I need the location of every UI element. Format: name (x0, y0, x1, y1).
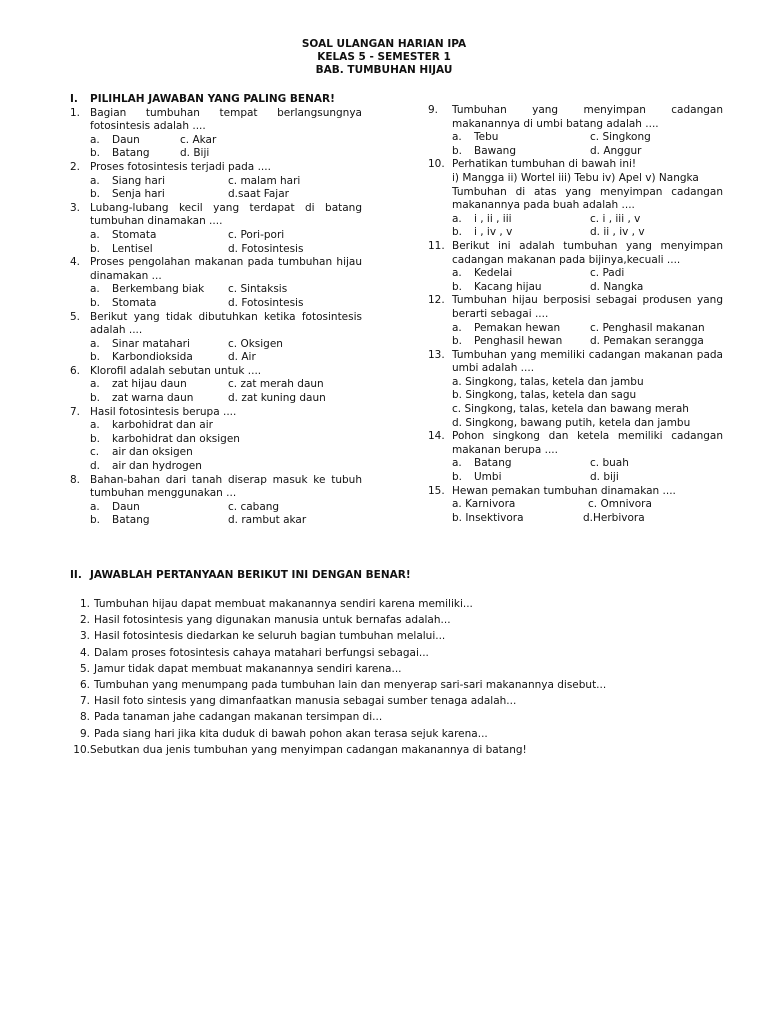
option-c: c. Akar (180, 133, 217, 146)
option-a: karbohidrat dan air (112, 419, 213, 432)
plant-list: i) Mangga ii) Wortel iii) Tebu iv) Apel v) Nangka (452, 171, 699, 184)
question-text: Berikut yang tidak dibutuhkan ketika fotosintesis adalah .... (90, 310, 362, 337)
option-c: c. Singkong, talas, ketela dan bawang merah (452, 403, 689, 416)
option-d: d. Singkong, bawang putih, ketela dan jambu (452, 416, 691, 429)
section-2-title: II. JAWABLAH PERTANYAAN BERIKUT INI DENGAN BENAR! (70, 569, 411, 581)
question-14: 14. Pohon singkong dan ketela memiliki cadangan makanan berupa .... a. Batang c. buah b. Umbi d. biji (428, 430, 723, 484)
essay-question-list (70, 596, 710, 758)
option-b: Kacang hijau (474, 280, 542, 293)
option-a: Daun (112, 500, 140, 513)
question-2: 2. Proses fotosintesis terjadi pada .... a. Siang hari c. malam hari b. Senja hari d.saat Fajar (70, 161, 362, 202)
essay-question: 5. Jamur tidak dapat membuat makanannya sendiri karena... (79, 662, 402, 675)
option-b: karbohidrat dan oksigen (112, 432, 240, 445)
class-semester: KELAS 5 - SEMESTER 1 (317, 51, 451, 63)
option-d: d. Air (228, 351, 256, 364)
option-a: Sinar matahari (112, 337, 190, 350)
option-b: Bawang (474, 144, 516, 157)
option-d: d.saat Fajar (228, 188, 289, 201)
question-5: 5. Berikut yang tidak dibutuhkan ketika fotosintesis adalah .... a. Sinar matahari c. Oksigen b. Karbondioksida d. Air (70, 310, 362, 364)
question-15: 15. Hewan pemakan tumbuhan dinamakan .... a. Karnivora c. Omnivora b. Insektivora d.Herbivora (428, 485, 723, 526)
option-d: d. ii , iv , v (590, 226, 645, 239)
option-a: Daun (112, 133, 140, 146)
essay-question: 9. Pada siang hari jika kita duduk di bawah pohon akan terasa sejuk karena... (79, 727, 488, 740)
option-a: a. Singkong, talas, ketela dan jambu (452, 375, 644, 388)
question-text-2: Tumbuhan di atas yang menyimpan cadangan makanannya pada buah adalah .... (452, 185, 723, 212)
option-a: Pemakan hewan (474, 321, 561, 334)
question-6: 6. Klorofil adalah sebutan untuk .... a. zat hijau daun c. zat merah daun b. zat warna daun d. zat kuning daun (70, 365, 362, 406)
option-c: c. Padi (590, 267, 625, 280)
option-c: c. cabang (228, 500, 280, 513)
option-a: Stomata (112, 228, 157, 241)
worksheet-header (0, 38, 768, 77)
right-column (428, 104, 723, 525)
question-4: 4. Proses pengolahan makanan pada tumbuhan hijau dinamakan ... a. Berkembang biak c. Sintaksis b. Stomata d. Fotosintesis (70, 256, 362, 309)
option-c: c. Pori-pori (228, 228, 285, 241)
question-text: Berikut ini adalah tumbuhan yang menyimpan cadangan makanan pada bijinya,kecuali .... (452, 239, 723, 266)
question-12: 12. Tumbuhan hijau berposisi sebagai produsen yang berarti sebagai .... a. Pemakan hewan c. Penghasil makanan b. Penghasil hewan d. Pemakan serangga (428, 294, 723, 348)
option-b: i , iv , v (474, 226, 513, 239)
essay-question: 10. Sebutkan dua jenis tumbuhan yang menyimpan cadangan makanannya di batang! (73, 743, 527, 756)
question-text: Bahan-bahan dari tanah diserap masuk ke tubuh tumbuhan menggunakan ... (90, 473, 362, 500)
option-d: d. Nangka (590, 280, 644, 293)
option-b: Batang (112, 514, 150, 527)
option-c: c. i , iii , v (590, 212, 641, 225)
essay-question: 7. Hasil foto sintesis yang dimanfaatkan manusia sebagai sumber tenaga adalah... (79, 695, 517, 708)
option-b: Karbondioksida (112, 351, 193, 364)
essay-question: 2. Hasil fotosintesis yang digunakan manusia untuk bernafas adalah... (79, 614, 451, 627)
essay-question: 3. Hasil fotosintesis diedarkan ke seluruh bagian tumbuhan melalui... (79, 630, 446, 643)
question-text: Hasil fotosintesis berupa .... (90, 405, 237, 418)
essay-question: 1. Tumbuhan hijau dapat membuat makanannya sendiri karena memiliki... (79, 598, 473, 610)
question-text: Lubang-lubang kecil yang terdapat di batang tumbuhan dinamakan .... (90, 201, 362, 228)
option-a: Siang hari (112, 174, 165, 187)
question-text: Tumbuhan hijau berposisi sebagai produsen yang berarti sebagai .... (452, 294, 723, 320)
question-text: Bagian tumbuhan tempat berlangsungnya fotosintesis adalah .... (90, 106, 362, 133)
option-a: Tebu (474, 131, 499, 144)
option-a: Batang (474, 457, 512, 470)
option-b: Senja hari (112, 188, 165, 201)
option-b: zat warna daun (112, 392, 194, 405)
option-a: a. Karnivora (452, 498, 516, 511)
question-text: Proses fotosintesis terjadi pada .... (90, 160, 271, 173)
option-b: Lentisel (112, 242, 153, 255)
option-d: d. Fotosintesis (228, 242, 304, 255)
option-d: d. zat kuning daun (228, 392, 326, 405)
option-a: i , ii , iii (474, 212, 512, 225)
question-text: Hewan pemakan tumbuhan dinamakan .... (452, 484, 676, 497)
option-d: air dan hydrogen (112, 460, 202, 473)
option-a: Berkembang biak (112, 283, 205, 296)
left-column (70, 93, 362, 528)
option-b: Batang (112, 147, 150, 160)
option-d: d. Fotosintesis (228, 296, 304, 309)
option-b: b. Insektivora (452, 511, 524, 524)
question-8: 8. Bahan-bahan dari tanah diserap masuk ke tubuh tumbuhan menggunakan ... a. Daun c. cabang b. Batang d. rambut akar (70, 473, 362, 527)
option-b: Penghasil hewan (474, 335, 563, 348)
option-c: c. Oksigen (228, 337, 283, 350)
option-d: d. Biji (180, 147, 210, 160)
option-b: Stomata (112, 296, 157, 309)
question-3: 3. Lubang-lubang kecil yang terdapat di batang tumbuhan dinamakan .... a. Stomata c. Pori-pori b. Lentisel d. Fotosintesis (70, 201, 362, 255)
option-c: c. malam hari (228, 174, 301, 187)
option-b: b. Singkong, talas, ketela dan sagu (452, 389, 637, 402)
option-d: d.Herbivora (583, 511, 645, 524)
option-c: c. Omnivora (588, 498, 652, 511)
option-d: d. Pemakan serangga (590, 335, 704, 348)
question-7: 7. Hasil fotosintesis berupa .... a. karbohidrat dan air b. karbohidrat dan oksigen c. air dan oksigen d. air dan hydrogen (70, 406, 362, 474)
chapter-title: BAB. TUMBUHAN HIJAU (315, 64, 453, 76)
option-c: air dan oksigen (112, 446, 193, 459)
question-text: Perhatikan tumbuhan di bawah ini! (452, 158, 637, 171)
option-c: c. Singkong (590, 131, 651, 144)
question-text: Tumbuhan yang menyimpan cadangan makanannya di umbi batang adalah .... (452, 104, 723, 130)
worksheet-title: SOAL ULANGAN HARIAN IPA (301, 38, 467, 50)
question-10: 10. Perhatikan tumbuhan di bawah ini! i) Mangga ii) Wortel iii) Tebu iv) Apel v) Nangka Tumbuhan di atas yang menyimpan cadangan makanannya pada buah adalah .... a. i , ii , iii c. i , iii , v b. i , iv , v d. ii , iv , v (428, 158, 723, 239)
question-text: Klorofil adalah sebutan untuk .... (90, 364, 262, 377)
question-text: Tumbuhan yang memiliki cadangan makanan pada umbi adalah .... (452, 348, 723, 375)
section-1-title: I. PILIHLAH JAWABAN YANG PALING BENAR! (70, 93, 335, 105)
essay-question: 4. Dalam proses fotosintesis cahaya matahari berfungsi sebagai... (79, 646, 429, 659)
option-c: c. Penghasil makanan (590, 321, 705, 334)
question-text: Pohon singkong dan ketela memiliki cadangan makanan berupa .... (452, 430, 723, 456)
question-text: Proses pengolahan makanan pada tumbuhan hijau dinamakan ... (90, 256, 362, 282)
essay-question: 6. Tumbuhan yang menumpang pada tumbuhan lain dan menyerap sari-sari makanannya disebut... (79, 679, 607, 692)
option-a: Kedelai (474, 267, 513, 280)
question-11: 11. Berikut ini adalah tumbuhan yang menyimpan cadangan makanan pada bijinya,kecuali .... a. Kedelai c. Padi b. Kacang hijau d. Nangka (428, 239, 723, 293)
question-13: 13. Tumbuhan yang memiliki cadangan makanan pada umbi adalah .... a. Singkong, talas, ketela dan jambu b. Singkong, talas, ketela dan sagu c. Singkong, talas, ketela dan bawang merah d. Singkong, bawang putih, ketela dan jambu (428, 348, 723, 429)
option-d: d. Anggur (590, 144, 642, 157)
option-b: Umbi (474, 471, 502, 484)
question-1: 1. Bagian tumbuhan tempat berlangsungnya fotosintesis adalah .... a. Daun c. Akar b. Batang d. Biji (70, 106, 362, 160)
option-d: d. biji (590, 471, 619, 484)
option-c: c. Sintaksis (228, 283, 288, 296)
question-9: 9. Tumbuhan yang menyimpan cadangan makanannya di umbi batang adalah .... a. Tebu c. Singkong b. Bawang d. Anggur (428, 104, 723, 157)
option-d: d. rambut akar (228, 514, 307, 527)
option-c: c. zat merah daun (228, 378, 324, 391)
essay-question: 8. Pada tanaman jahe cadangan makanan tersimpan di... (79, 711, 383, 724)
option-c: c. buah (590, 457, 629, 470)
option-a: zat hijau daun (112, 378, 187, 391)
